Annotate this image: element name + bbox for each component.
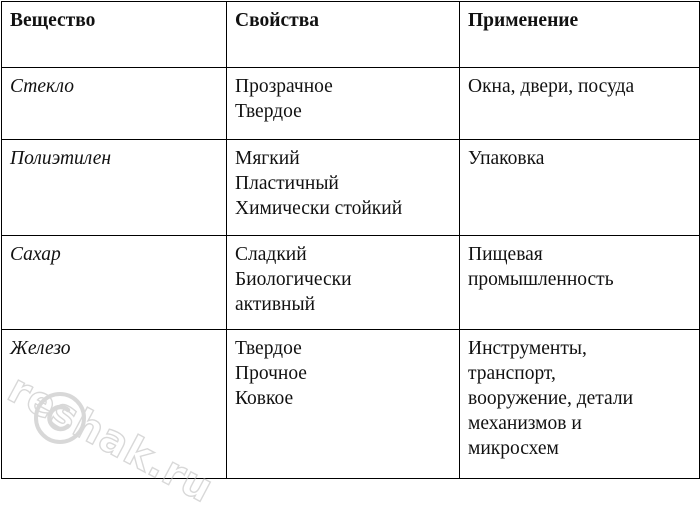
substances-table <box>1 1 700 479</box>
properties-cell <box>227 330 460 479</box>
usage-cell <box>460 68 700 140</box>
property-line: Биологически <box>235 269 352 290</box>
properties-cell <box>227 236 460 330</box>
property-line: Сладкий <box>235 244 307 265</box>
property-line: Химически стойкий <box>235 198 403 219</box>
properties-cell <box>227 140 460 236</box>
usage-line: промышленность <box>468 269 614 290</box>
table-row <box>2 236 700 330</box>
property-line: Прочное <box>235 363 307 384</box>
header-substance: Вещество <box>2 2 227 68</box>
property-line: Твердое <box>235 101 302 122</box>
usage-line: Инструменты, <box>468 338 587 359</box>
substance-cell: Сахар <box>2 236 227 330</box>
usage-line: микросхем <box>468 438 559 459</box>
header-usage: Применение <box>460 2 700 68</box>
property-line: Твердое <box>235 338 302 359</box>
property-line: Прозрачное <box>235 76 333 97</box>
header-properties: Свойства <box>227 2 460 68</box>
property-line: Ковкое <box>235 388 294 409</box>
properties-cell <box>227 68 460 140</box>
table-header-row <box>2 2 700 68</box>
property-line: Мягкий <box>235 148 300 169</box>
substance-cell: Полиэтилен <box>2 140 227 236</box>
usage-line: механизмов и <box>468 413 582 434</box>
table-row <box>2 68 700 140</box>
substance-cell: Стекло <box>2 68 227 140</box>
usage-line: Окна, двери, посуда <box>468 76 635 97</box>
substance-cell: Железо <box>2 330 227 479</box>
usage-line: вооружение, детали <box>468 388 634 409</box>
table-row <box>2 330 700 479</box>
usage-cell <box>460 236 700 330</box>
usage-line: транспорт, <box>468 363 556 384</box>
table-row <box>2 140 700 236</box>
property-line: активный <box>235 294 316 315</box>
usage-line: Пищевая <box>468 244 543 265</box>
usage-cell <box>460 140 700 236</box>
usage-line: Упаковка <box>468 148 545 169</box>
property-line: Пластичный <box>235 173 339 194</box>
usage-cell <box>460 330 700 479</box>
watermark-text: reshak.ru <box>0 366 221 512</box>
